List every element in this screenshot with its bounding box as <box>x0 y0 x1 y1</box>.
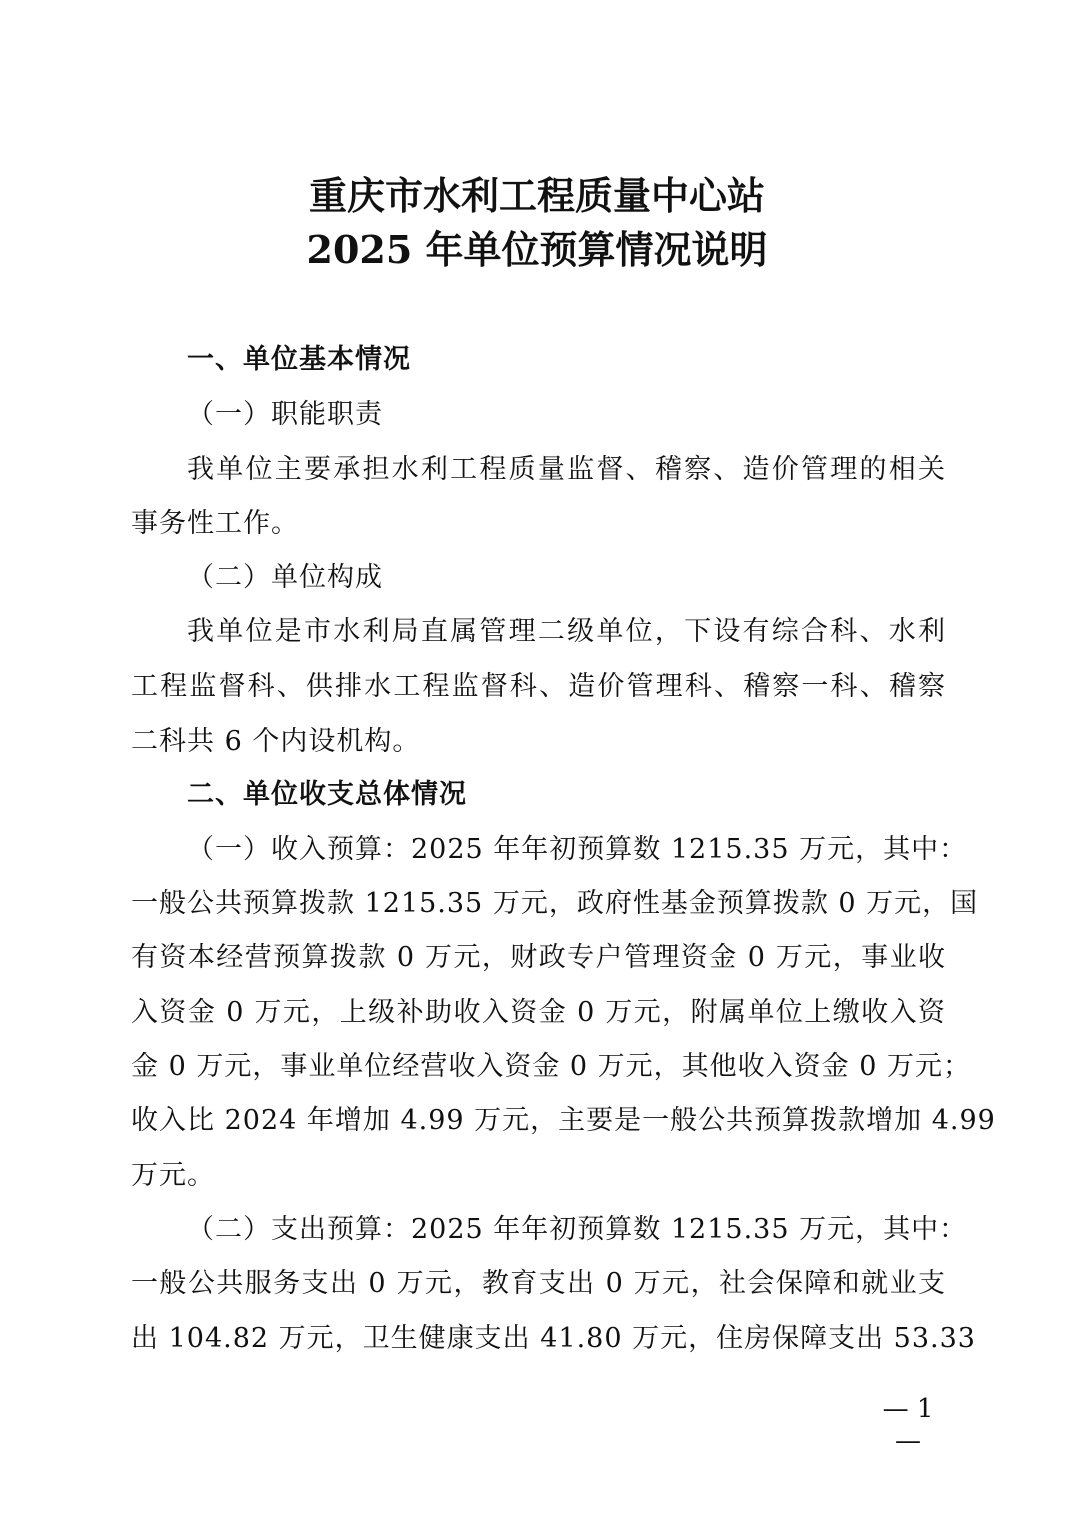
section-2-sub-2-paragraph-line: 出 104.82 万元，卫生健康支出 41.80 万元，住房保障支出 53.33 <box>131 1323 976 1354</box>
section-1-sub-2-paragraph-line: 我单位是市水利局直属管理二级单位，下设有综合科、水利 <box>187 616 946 647</box>
section-2-sub-1-paragraph-line: 入资金 0 万元，上级补助收入资金 0 万元，附属单位上缴收入资 <box>131 997 946 1028</box>
section-2-heading: 二、单位收支总体情况 <box>187 779 467 810</box>
section-1-sub-1-paragraph-line: 我单位主要承担水利工程质量监督、稽察、造价管理的相关 <box>187 454 946 485</box>
section-1-sub-2-paragraph-line: 工程监督科、供排水工程监督科、造价管理科、稽察一科、稽察 <box>131 671 946 702</box>
section-2-sub-1-paragraph-line: 万元。 <box>131 1160 215 1191</box>
section-2-sub-2-paragraph-line: （二）支出预算：2025 年年初预算数 1215.35 万元，其中： <box>187 1214 968 1245</box>
section-2-sub-1-paragraph-line: 一般公共预算拨款 1215.35 万元，政府性基金预算拨款 0 万元，国 <box>131 888 979 919</box>
section-2-sub-1-paragraph-line: 有资本经营预算拨款 0 万元，财政专户管理资金 0 万元，事业收 <box>131 942 946 973</box>
section-2-sub-1-paragraph-line: 收入比 2024 年增加 4.99 万元，主要是一般公共预算拨款增加 4.99 <box>131 1105 996 1136</box>
section-1-sub-1-paragraph-line: 事务性工作。 <box>131 508 299 539</box>
page-number: — 1 — <box>882 1394 934 1456</box>
section-1-sub-1-heading: （一）职能职责 <box>187 399 383 430</box>
section-1-sub-2-heading: （二）单位构成 <box>187 562 383 593</box>
section-1-heading: 一、单位基本情况 <box>187 344 411 375</box>
document-title-line-1: 重庆市水利工程质量中心站 <box>308 174 765 218</box>
section-2-sub-2-paragraph-line: 一般公共服务支出 0 万元，教育支出 0 万元，社会保障和就业支 <box>131 1268 946 1299</box>
document-title-line-2: 2025 年单位预算情况说明 <box>306 227 768 272</box>
section-1-sub-2-paragraph-line: 二科共 6 个内设机构。 <box>131 726 421 757</box>
section-2-sub-1-paragraph-line: 金 0 万元，事业单位经营收入资金 0 万元，其他收入资金 0 万元； <box>131 1051 972 1082</box>
section-2-sub-1-paragraph-line: （一）收入预算：2025 年年初预算数 1215.35 万元，其中： <box>187 834 968 865</box>
